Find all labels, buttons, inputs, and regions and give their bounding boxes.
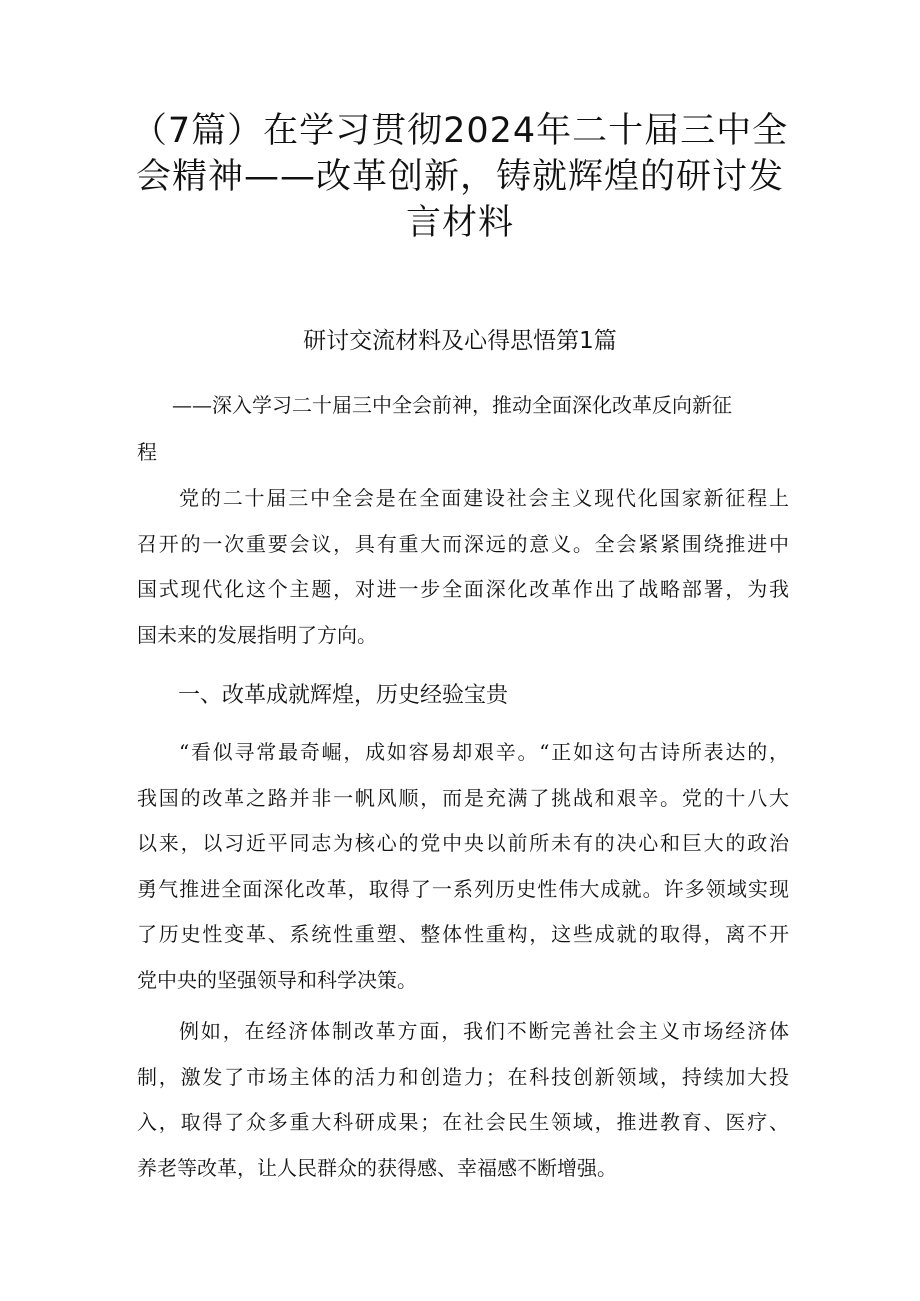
paragraph-line: 党中央的坚强领导和科学决策。 — [137, 967, 417, 992]
paragraph-line: 养老等改革，让人民群众的获得感、幸福感不断增强。 — [137, 1155, 617, 1180]
paragraph-line: “看似寻常最奇崛，成如容易却艰辛。“正如这句古诗所表达的， — [179, 740, 789, 764]
subtitle — [137, 382, 797, 476]
subtitle-line: ——深入学习二十届三中全会前神，推动全面深化改革反向新征 — [172, 393, 732, 417]
document-title — [130, 108, 790, 246]
paragraph-line: 国式现代化这个主题，对进一步全面深化改革作出了战略部署，为我 — [137, 577, 789, 602]
paragraph-line: 召开的一次重要会议，具有重大而深远的意义。全会紧紧围绕推进中 — [137, 531, 789, 556]
paragraph-line: 我国的改革之路并非一帆风顺，而是充满了挑战和艰辛。党的十八大 — [137, 785, 789, 810]
paragraph-line: 国未来的发展指明了方向。 — [137, 622, 377, 647]
section-heading: 研讨交流材料及心得思悟第1篇 — [303, 328, 617, 354]
paragraph-examples — [137, 1009, 789, 1191]
paragraph-intro — [137, 476, 789, 658]
subtitle-line: 程 — [137, 440, 157, 464]
paragraph-line: 例如，在经济体制改革方面，我们不断完善社会主义市场经济体 — [179, 1019, 789, 1043]
paragraph-line: 入，取得了众多重大科研成果；在社会民生领域，推进教育、医疗、 — [137, 1110, 789, 1135]
title-line: 言材料 — [405, 203, 514, 243]
title-line: （7篇）在学习贯彻2024年二十届三中全 — [131, 111, 789, 151]
paragraph-line: 了历史性变革、系统性重塑、整体性重构，这些成就的取得，离不开 — [137, 922, 789, 947]
paragraph-line: 以来，以习近平同志为核心的党中央以前所未有的决心和巨大的政治 — [137, 831, 789, 856]
heading-achievements: 一、改革成就辉煌，历史经验宝贵 — [178, 683, 509, 708]
paragraph-line: 勇气推进全面深化改革，取得了一系列历史性伟大成就。许多领域实现 — [137, 876, 789, 901]
paragraph-achievements — [137, 730, 789, 1004]
paragraph-line: 制，激发了市场主体的活力和创造力；在科技创新领域，持续加大投 — [137, 1064, 789, 1089]
paragraph-line: 党的二十届三中全会是在全面建设社会主义现代化国家新征程上 — [179, 486, 789, 510]
title-line: 会精神——改革创新，铸就辉煌的研讨发 — [135, 157, 784, 197]
